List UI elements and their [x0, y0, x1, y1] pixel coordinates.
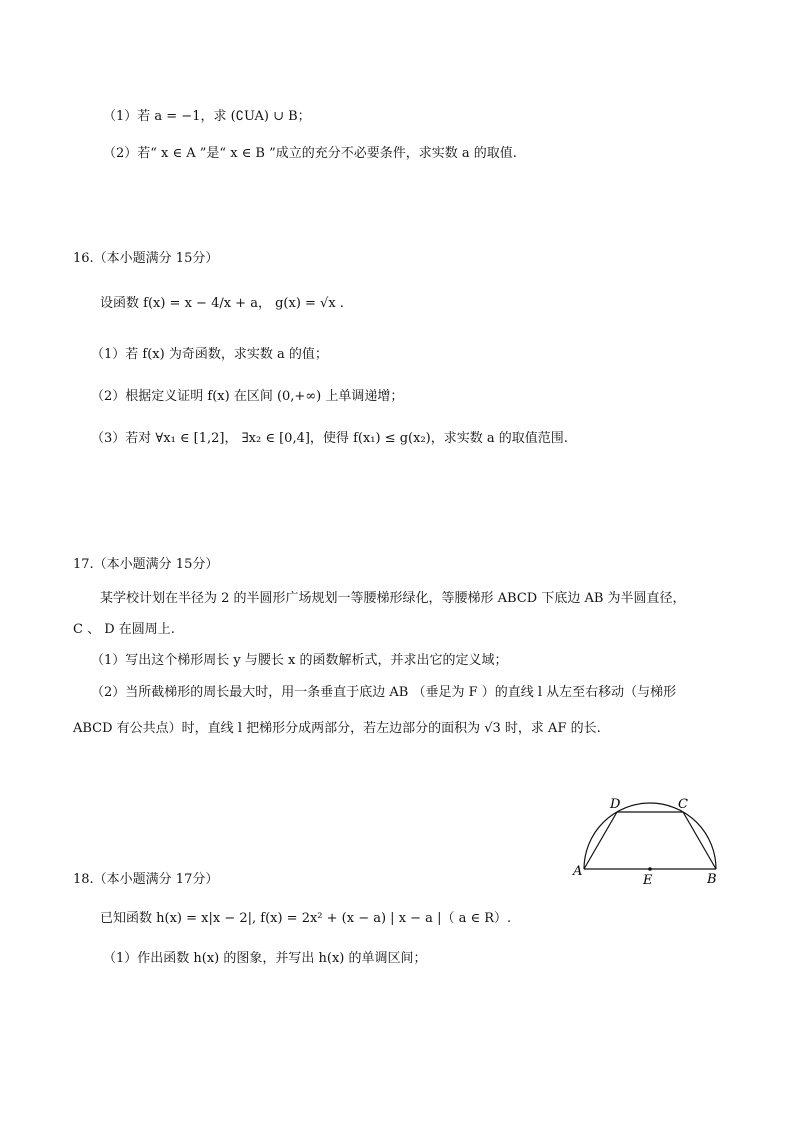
q17-heading: 17.（本小题满分 15分） [73, 557, 219, 572]
q18-part1: （1）作出函数 h(x) 的图象，并写出 h(x) 的单调区间； [103, 951, 427, 966]
semicircle-arc [584, 803, 716, 869]
label-E: E [643, 873, 653, 888]
q15-part2: （2）若“ x ∈ A ”是“ x ∈ B ”成立的充分不必要条件，求实数 a 的取值. [103, 146, 517, 161]
label-D: D [610, 797, 621, 812]
q16-heading: 16.（本小题满分 15分） [73, 251, 219, 266]
q17-stem-line2: C 、 D 在圆周上. [73, 622, 175, 637]
q18-given: 已知函数 h(x) = x|x − 2|, f(x) = 2x² + (x − a) | x − a |（ a ∈ R）. [100, 911, 512, 926]
q17-stem-line1: 某学校计划在半径为 2 的半圆形广场规划一等腰梯形绿化，等腰梯形 ABCD 下底边 AB 为半圆直径， [100, 591, 686, 606]
label-B: B [707, 872, 717, 887]
label-A: A [573, 864, 583, 879]
q16-given: 设函数 f(x) = x − 4/x + a， g(x) = √x . [100, 296, 344, 311]
q17-part2-line1: （2）当所截梯形的周长最大时，用一条垂直于底边 AB （垂足为 F ）的直线 l 从左至右移动（与梯形 [91, 685, 677, 700]
trapezoid-ABCD [584, 812, 716, 869]
center-point-E [648, 867, 652, 871]
q16-part2: （2）根据定义证明 f(x) 在区间 (0,+∞) 上单调递增； [91, 389, 404, 404]
q17-part2-line2: ABCD 有公共点）时，直线 l 把梯形分成两部分，若左边部分的面积为 √3 时，求 AF 的长. [73, 721, 601, 736]
q16-part3: （3）若对 ∀x₁ ∈ [1,2]， ∃x₂ ∈ [0,4]，使得 f(x₁) ≤ g(x₂)，求实数 a 的取值范围. [91, 431, 568, 446]
q17-part1: （1）写出这个梯形周长 y 与腰长 x 的函数解析式，并求出它的定义域； [91, 653, 508, 668]
trapezoid-semicircle-figure [566, 795, 726, 890]
q18-heading: 18.（本小题满分 17分） [73, 872, 219, 887]
label-C: C [678, 797, 688, 812]
q16-part1: （1）若 f(x) 为奇函数，求实数 a 的值； [91, 347, 328, 362]
q15-part1: （1）若 a = −1，求 (∁UA) ∪ B； [103, 109, 311, 124]
